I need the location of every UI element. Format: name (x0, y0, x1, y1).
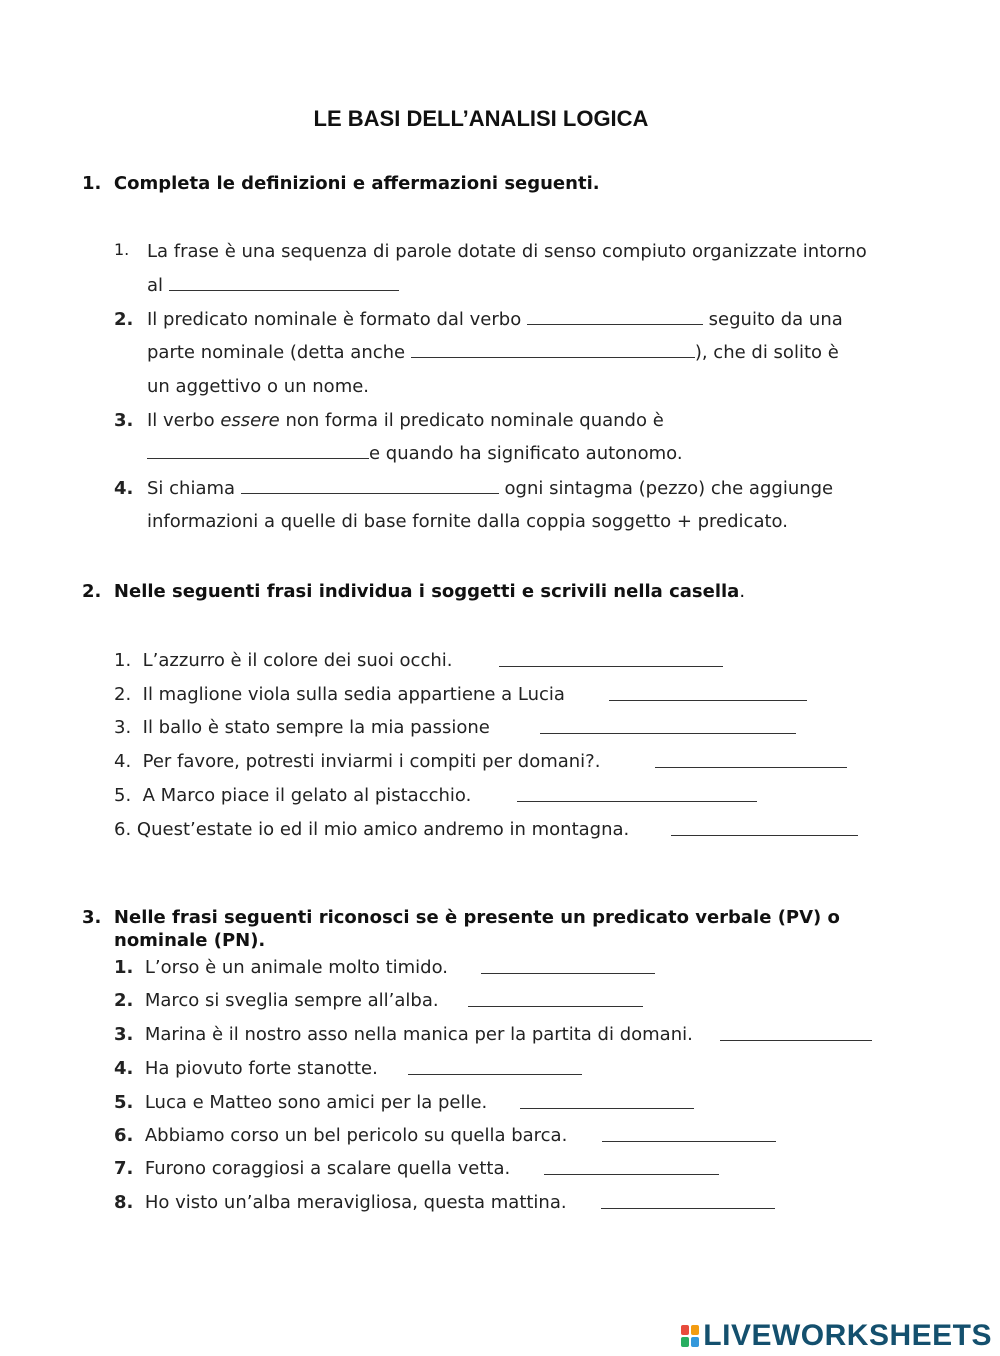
s3-item-4: 4. Ha piovuto forte stanotte. (114, 1058, 378, 1079)
s1-item-2-line2: parte nominale (detta anche ), che di solito è (147, 342, 839, 363)
section-1-heading (82, 173, 600, 195)
section-3-heading-line2: nominale (PN). (114, 930, 266, 951)
s1-item-4-line2: informazioni a quelle di base fornite dalla coppia soggetto + predicato. (147, 511, 788, 532)
s1-item-3-line1: Il verbo essere non forma il predicato nominale quando è (147, 410, 664, 431)
s2-item-4-answer[interactable] (655, 753, 847, 768)
logo-mark-icon (681, 1325, 699, 1347)
s3-item-5-answer[interactable] (520, 1094, 694, 1109)
logo-square-4 (691, 1337, 699, 1347)
s2-item-1-answer[interactable] (499, 652, 723, 667)
s1-item-2-line3: un aggettivo o un nome. (147, 376, 370, 397)
section-2-heading: 2. Nelle seguenti frasi individua i soggetti e scrivili nella casella. (82, 581, 746, 602)
s1-item-2-blank-name[interactable] (411, 343, 695, 358)
liveworksheets-logo[interactable] (681, 1318, 992, 1354)
s3-item-1-answer[interactable] (481, 959, 655, 974)
s3-item-4-answer[interactable] (408, 1060, 582, 1075)
section-2-number: 2. (82, 581, 102, 602)
s2-item-4: 4. Per favore, potresti inviarmi i compiti per domani?. (114, 751, 601, 772)
s2-item-1: 1. L’azzurro è il colore dei suoi occhi. (114, 650, 453, 671)
s3-item-6-answer[interactable] (602, 1127, 776, 1142)
s2-item-2-answer[interactable] (609, 686, 807, 701)
logo-square-1 (681, 1325, 689, 1335)
s2-item-6-answer[interactable] (671, 821, 858, 836)
s2-item-5-answer[interactable] (517, 787, 757, 802)
s2-item-3-answer[interactable] (540, 719, 796, 734)
s2-item-6: 6. Quest’estate io ed il mio amico andremo in montagna. (114, 819, 630, 840)
s2-item-5: 5. A Marco piace il gelato al pistacchio. (114, 785, 472, 806)
logo-square-3 (681, 1337, 689, 1347)
s1-item-4-number: 4. (114, 478, 134, 499)
s1-item-1-blank[interactable] (169, 276, 399, 291)
s3-item-8-answer[interactable] (601, 1194, 775, 1209)
s3-item-2-answer[interactable] (468, 992, 643, 1007)
section-1-heading-text: Completa le definizioni e affermazioni seguenti. (113, 173, 600, 194)
section-1-number: 1. (82, 173, 102, 194)
s1-item-3-blank[interactable] (147, 444, 369, 459)
s3-item-7-answer[interactable] (544, 1160, 719, 1175)
s3-item-7: 7. Furono coraggiosi a scalare quella vetta. (114, 1158, 511, 1179)
logo-square-2 (691, 1325, 699, 1335)
logo-text: LIVEWORKSHEETS (703, 1319, 992, 1352)
s1-item-2-line1: Il predicato nominale è formato dal verbo seguito da una (147, 309, 843, 330)
s2-item-3: 3. Il ballo è stato sempre la mia passione (114, 717, 490, 738)
s2-item-2: 2. Il maglione viola sulla sedia appartiene a Lucia (114, 684, 565, 705)
s1-item-3-emphasis: essere (220, 410, 280, 431)
s3-item-3-answer[interactable] (720, 1026, 872, 1041)
page-title: LE BASI DELL’ANALISI LOGICA (313, 106, 649, 131)
s3-item-3: 3. Marina è il nostro asso nella manica per la partita di domani. (114, 1024, 693, 1045)
s1-item-1-line2: al (147, 275, 399, 297)
s1-item-2-number: 2. (114, 309, 134, 330)
s3-item-8: 8. Ho visto un’alba meravigliosa, questa mattina. (114, 1192, 567, 1213)
section-3-heading-line1: Nelle frasi seguenti riconosci se è presente un predicato verbale (PV) o (113, 907, 840, 928)
section-3-number: 3. (82, 907, 102, 928)
s3-item-1: 1. L’orso è un animale molto timido. (114, 957, 449, 978)
s1-item-3-line2: e quando ha significato autonomo. (147, 443, 683, 465)
s1-item-2-blank-verb[interactable] (527, 310, 703, 325)
s1-item-3-number: 3. (114, 410, 134, 431)
section-2-heading-text: Nelle seguenti frasi individua i soggetti e scrivili nella casella (113, 581, 740, 602)
section-3-heading (82, 907, 840, 929)
s1-item-1-line1: La frase è una sequenza di parole dotate di senso compiuto organizzate intorno (147, 241, 867, 262)
s3-item-2: 2. Marco si sveglia sempre all’alba. (114, 990, 439, 1011)
s1-item-4-blank[interactable] (241, 479, 499, 494)
s1-item-4-line1: Si chiama ogni sintagma (pezzo) che aggiunge (147, 478, 834, 499)
s3-item-5: 5. Luca e Matteo sono amici per la pelle. (114, 1092, 488, 1113)
s1-item-1-number: 1. (114, 240, 130, 259)
s3-item-6: 6. Abbiamo corso un bel pericolo su quella barca. (114, 1125, 568, 1146)
